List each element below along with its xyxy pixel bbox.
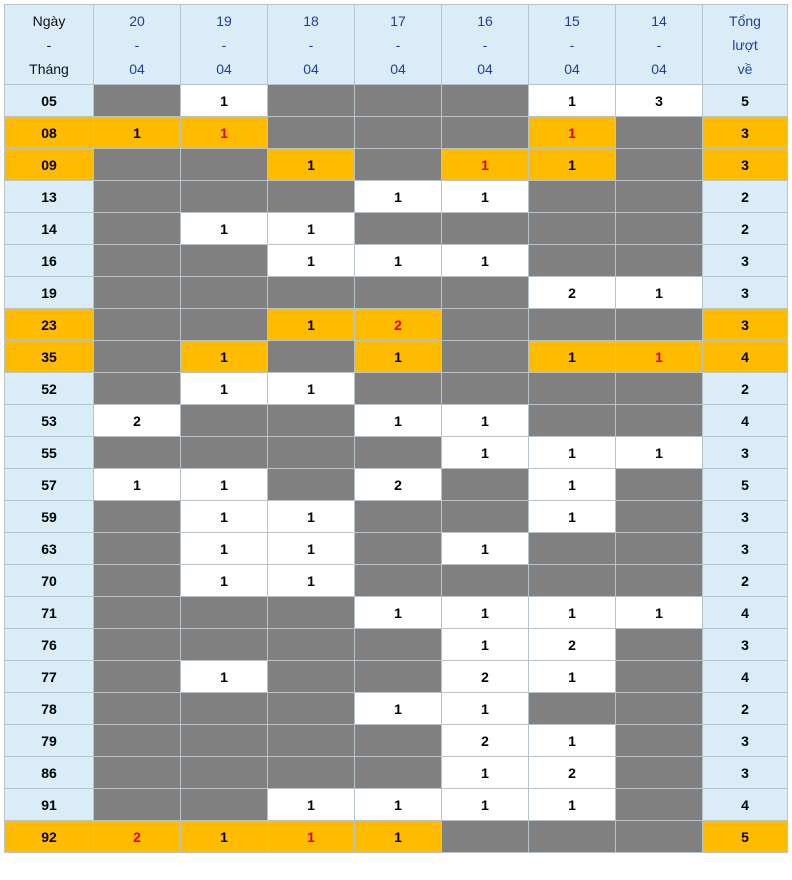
empty-cell <box>94 629 181 661</box>
empty-cell <box>181 277 268 309</box>
count-cell: 1 <box>529 597 616 629</box>
empty-cell <box>616 725 703 757</box>
empty-cell <box>616 373 703 405</box>
row-total: 3 <box>703 757 788 789</box>
empty-cell <box>355 373 442 405</box>
empty-cell <box>529 405 616 437</box>
count-cell: 2 <box>529 629 616 661</box>
empty-cell <box>616 789 703 821</box>
header-date-col <box>355 5 442 85</box>
empty-cell <box>268 757 355 789</box>
row-total: 2 <box>703 213 788 245</box>
empty-cell <box>181 693 268 725</box>
table-row <box>5 757 788 789</box>
empty-cell <box>442 117 529 149</box>
count-cell: 1 <box>442 245 529 277</box>
count-cell: 1 <box>355 245 442 277</box>
row-number: 59 <box>5 501 94 533</box>
count-cell: 1 <box>181 341 268 373</box>
count-cell: 1 <box>442 405 529 437</box>
row-total: 4 <box>703 341 788 373</box>
empty-cell <box>442 341 529 373</box>
count-cell: 1 <box>529 437 616 469</box>
table-row <box>5 309 788 341</box>
table-row <box>5 373 788 405</box>
empty-cell <box>355 533 442 565</box>
row-number: 78 <box>5 693 94 725</box>
empty-cell <box>529 693 616 725</box>
table-row <box>5 277 788 309</box>
empty-cell <box>94 693 181 725</box>
empty-cell <box>181 149 268 181</box>
header-sep: - <box>395 36 401 53</box>
count-cell: 1 <box>355 405 442 437</box>
empty-cell <box>268 437 355 469</box>
header-line: Ngày <box>32 12 66 29</box>
count-cell: 1 <box>268 309 355 341</box>
empty-cell <box>268 181 355 213</box>
row-number: 63 <box>5 533 94 565</box>
empty-cell <box>616 757 703 789</box>
table-row <box>5 405 788 437</box>
header-day: 15 <box>564 12 580 29</box>
row-number: 52 <box>5 373 94 405</box>
count-cell: 1 <box>181 469 268 501</box>
table-row <box>5 661 788 693</box>
row-number: 05 <box>5 85 94 117</box>
header-date-col <box>94 5 181 85</box>
count-cell: 1 <box>529 117 616 149</box>
empty-cell <box>616 117 703 149</box>
count-cell: 1 <box>529 725 616 757</box>
header-line: lượt <box>732 36 758 53</box>
empty-cell <box>616 501 703 533</box>
count-cell: 1 <box>442 789 529 821</box>
count-cell: 1 <box>268 565 355 597</box>
header-month: 04 <box>564 60 580 77</box>
empty-cell <box>529 213 616 245</box>
empty-cell <box>94 85 181 117</box>
count-cell: 1 <box>616 597 703 629</box>
count-cell: 2 <box>355 309 442 341</box>
empty-cell <box>616 629 703 661</box>
empty-cell <box>616 213 703 245</box>
count-cell: 1 <box>268 149 355 181</box>
empty-cell <box>268 693 355 725</box>
row-total: 2 <box>703 565 788 597</box>
frequency-table <box>4 4 788 853</box>
table-row <box>5 693 788 725</box>
empty-cell <box>181 789 268 821</box>
empty-cell <box>268 661 355 693</box>
empty-cell <box>529 533 616 565</box>
count-cell: 1 <box>181 821 268 853</box>
row-total: 3 <box>703 437 788 469</box>
empty-cell <box>94 309 181 341</box>
empty-cell <box>442 565 529 597</box>
empty-cell <box>355 501 442 533</box>
empty-cell <box>355 213 442 245</box>
header-month: 04 <box>390 60 406 77</box>
count-cell: 1 <box>181 661 268 693</box>
row-number: 16 <box>5 245 94 277</box>
empty-cell <box>442 469 529 501</box>
empty-cell <box>442 309 529 341</box>
row-number: 14 <box>5 213 94 245</box>
count-cell: 1 <box>442 693 529 725</box>
empty-cell <box>181 757 268 789</box>
empty-cell <box>529 821 616 853</box>
count-cell: 2 <box>94 405 181 437</box>
count-cell: 1 <box>355 597 442 629</box>
row-total: 3 <box>703 277 788 309</box>
empty-cell <box>94 245 181 277</box>
row-total: 4 <box>703 597 788 629</box>
row-number: 79 <box>5 725 94 757</box>
header-day: 17 <box>390 12 406 29</box>
empty-cell <box>181 245 268 277</box>
empty-cell <box>181 725 268 757</box>
row-number: 91 <box>5 789 94 821</box>
empty-cell <box>355 277 442 309</box>
count-cell: 1 <box>616 437 703 469</box>
count-cell: 1 <box>268 533 355 565</box>
empty-cell <box>94 725 181 757</box>
empty-cell <box>94 533 181 565</box>
empty-cell <box>355 149 442 181</box>
row-total: 2 <box>703 181 788 213</box>
empty-cell <box>94 789 181 821</box>
header-line: Tháng <box>29 60 69 77</box>
count-cell: 1 <box>529 469 616 501</box>
empty-cell <box>268 597 355 629</box>
header-day: 16 <box>477 12 493 29</box>
table-row <box>5 725 788 757</box>
count-cell: 3 <box>616 85 703 117</box>
header-day: 19 <box>216 12 232 29</box>
header-month: 04 <box>303 60 319 77</box>
table-row <box>5 245 788 277</box>
empty-cell <box>529 373 616 405</box>
empty-cell <box>355 565 442 597</box>
row-total: 5 <box>703 85 788 117</box>
row-total: 3 <box>703 533 788 565</box>
empty-cell <box>268 469 355 501</box>
empty-cell <box>94 757 181 789</box>
empty-cell <box>355 757 442 789</box>
count-cell: 1 <box>355 693 442 725</box>
count-cell: 1 <box>529 501 616 533</box>
header-day: 20 <box>129 12 145 29</box>
count-cell: 1 <box>268 373 355 405</box>
count-cell: 1 <box>181 501 268 533</box>
empty-cell <box>616 661 703 693</box>
count-cell: 1 <box>94 469 181 501</box>
empty-cell <box>94 373 181 405</box>
table-row <box>5 789 788 821</box>
empty-cell <box>616 533 703 565</box>
empty-cell <box>94 501 181 533</box>
empty-cell <box>181 629 268 661</box>
empty-cell <box>94 341 181 373</box>
count-cell: 1 <box>529 661 616 693</box>
count-cell: 1 <box>442 597 529 629</box>
count-cell: 1 <box>616 277 703 309</box>
empty-cell <box>616 469 703 501</box>
row-total: 3 <box>703 309 788 341</box>
header-line: về <box>737 60 753 77</box>
empty-cell <box>94 149 181 181</box>
count-cell: 1 <box>616 341 703 373</box>
table-row <box>5 437 788 469</box>
empty-cell <box>616 821 703 853</box>
empty-cell <box>94 565 181 597</box>
table-row <box>5 117 788 149</box>
header-date-col <box>442 5 529 85</box>
header-sep: - <box>221 36 227 53</box>
empty-cell <box>268 117 355 149</box>
empty-cell <box>181 181 268 213</box>
header-date-col <box>616 5 703 85</box>
header-day: 18 <box>303 12 319 29</box>
table-row <box>5 85 788 117</box>
count-cell: 1 <box>94 117 181 149</box>
count-cell: 1 <box>529 789 616 821</box>
header-month: 04 <box>651 60 667 77</box>
row-number: 86 <box>5 757 94 789</box>
empty-cell <box>616 309 703 341</box>
empty-cell <box>529 245 616 277</box>
count-cell: 2 <box>355 469 442 501</box>
table-row <box>5 149 788 181</box>
empty-cell <box>442 277 529 309</box>
row-number: 53 <box>5 405 94 437</box>
count-cell: 1 <box>268 213 355 245</box>
empty-cell <box>442 821 529 853</box>
count-cell: 1 <box>181 533 268 565</box>
count-cell: 1 <box>268 821 355 853</box>
table-row <box>5 629 788 661</box>
count-cell: 1 <box>442 181 529 213</box>
header-line: - <box>46 36 52 53</box>
count-cell: 1 <box>529 149 616 181</box>
empty-cell <box>94 661 181 693</box>
header-sep: - <box>569 36 575 53</box>
row-number: 35 <box>5 341 94 373</box>
empty-cell <box>355 85 442 117</box>
empty-cell <box>181 597 268 629</box>
count-cell: 2 <box>442 725 529 757</box>
empty-cell <box>181 405 268 437</box>
table-row <box>5 501 788 533</box>
empty-cell <box>268 277 355 309</box>
empty-cell <box>616 149 703 181</box>
row-total: 4 <box>703 661 788 693</box>
header-date-label <box>5 5 94 85</box>
count-cell: 1 <box>442 149 529 181</box>
empty-cell <box>268 85 355 117</box>
header-date-col <box>181 5 268 85</box>
row-total: 3 <box>703 629 788 661</box>
row-number: 08 <box>5 117 94 149</box>
count-cell: 1 <box>181 213 268 245</box>
table-row <box>5 469 788 501</box>
count-cell: 1 <box>181 373 268 405</box>
header-row <box>5 5 788 85</box>
empty-cell <box>616 405 703 437</box>
table-row <box>5 597 788 629</box>
empty-cell <box>442 213 529 245</box>
count-cell: 1 <box>442 757 529 789</box>
empty-cell <box>442 85 529 117</box>
empty-cell <box>268 629 355 661</box>
row-total: 2 <box>703 373 788 405</box>
empty-cell <box>94 181 181 213</box>
empty-cell <box>181 309 268 341</box>
empty-cell <box>355 437 442 469</box>
row-total: 2 <box>703 693 788 725</box>
table-row <box>5 181 788 213</box>
table-body <box>5 85 788 853</box>
empty-cell <box>355 725 442 757</box>
row-total: 3 <box>703 245 788 277</box>
header-date-col <box>268 5 355 85</box>
count-cell: 1 <box>355 181 442 213</box>
header-line: Tổng <box>729 12 761 29</box>
empty-cell <box>268 725 355 757</box>
row-total: 5 <box>703 469 788 501</box>
count-cell: 1 <box>268 245 355 277</box>
count-cell: 1 <box>529 85 616 117</box>
row-number: 09 <box>5 149 94 181</box>
empty-cell <box>529 565 616 597</box>
count-cell: 1 <box>181 85 268 117</box>
header-sep: - <box>656 36 662 53</box>
row-total: 3 <box>703 149 788 181</box>
row-number: 19 <box>5 277 94 309</box>
count-cell: 1 <box>268 789 355 821</box>
row-total: 3 <box>703 501 788 533</box>
row-number: 23 <box>5 309 94 341</box>
count-cell: 2 <box>442 661 529 693</box>
empty-cell <box>94 277 181 309</box>
table-row <box>5 533 788 565</box>
row-number: 76 <box>5 629 94 661</box>
row-number: 13 <box>5 181 94 213</box>
count-cell: 2 <box>94 821 181 853</box>
table-row <box>5 565 788 597</box>
empty-cell <box>529 309 616 341</box>
header-sep: - <box>482 36 488 53</box>
count-cell: 2 <box>529 277 616 309</box>
empty-cell <box>94 437 181 469</box>
header-day: 14 <box>651 12 667 29</box>
empty-cell <box>181 437 268 469</box>
empty-cell <box>355 117 442 149</box>
row-total: 4 <box>703 789 788 821</box>
empty-cell <box>268 341 355 373</box>
count-cell: 2 <box>529 757 616 789</box>
count-cell: 1 <box>181 117 268 149</box>
row-number: 55 <box>5 437 94 469</box>
empty-cell <box>355 629 442 661</box>
row-total: 3 <box>703 117 788 149</box>
table-row <box>5 213 788 245</box>
row-number: 57 <box>5 469 94 501</box>
empty-cell <box>442 501 529 533</box>
header-sep: - <box>134 36 140 53</box>
empty-cell <box>442 373 529 405</box>
empty-cell <box>268 405 355 437</box>
count-cell: 1 <box>268 501 355 533</box>
row-total: 3 <box>703 725 788 757</box>
count-cell: 1 <box>181 565 268 597</box>
empty-cell <box>529 181 616 213</box>
empty-cell <box>616 245 703 277</box>
empty-cell <box>616 565 703 597</box>
header-month: 04 <box>129 60 145 77</box>
count-cell: 1 <box>355 789 442 821</box>
row-number: 77 <box>5 661 94 693</box>
header-month: 04 <box>477 60 493 77</box>
row-number: 71 <box>5 597 94 629</box>
header-sep: - <box>308 36 314 53</box>
count-cell: 1 <box>355 341 442 373</box>
empty-cell <box>616 181 703 213</box>
table-row <box>5 821 788 853</box>
row-number: 92 <box>5 821 94 853</box>
count-cell: 1 <box>355 821 442 853</box>
empty-cell <box>355 661 442 693</box>
count-cell: 1 <box>442 437 529 469</box>
header-month: 04 <box>216 60 232 77</box>
empty-cell <box>616 693 703 725</box>
header-date-col <box>529 5 616 85</box>
count-cell: 1 <box>529 341 616 373</box>
row-total: 5 <box>703 821 788 853</box>
table-row <box>5 341 788 373</box>
count-cell: 1 <box>442 629 529 661</box>
row-number: 70 <box>5 565 94 597</box>
empty-cell <box>94 597 181 629</box>
empty-cell <box>94 213 181 245</box>
header-total-label <box>703 5 788 85</box>
row-total: 4 <box>703 405 788 437</box>
count-cell: 1 <box>442 533 529 565</box>
